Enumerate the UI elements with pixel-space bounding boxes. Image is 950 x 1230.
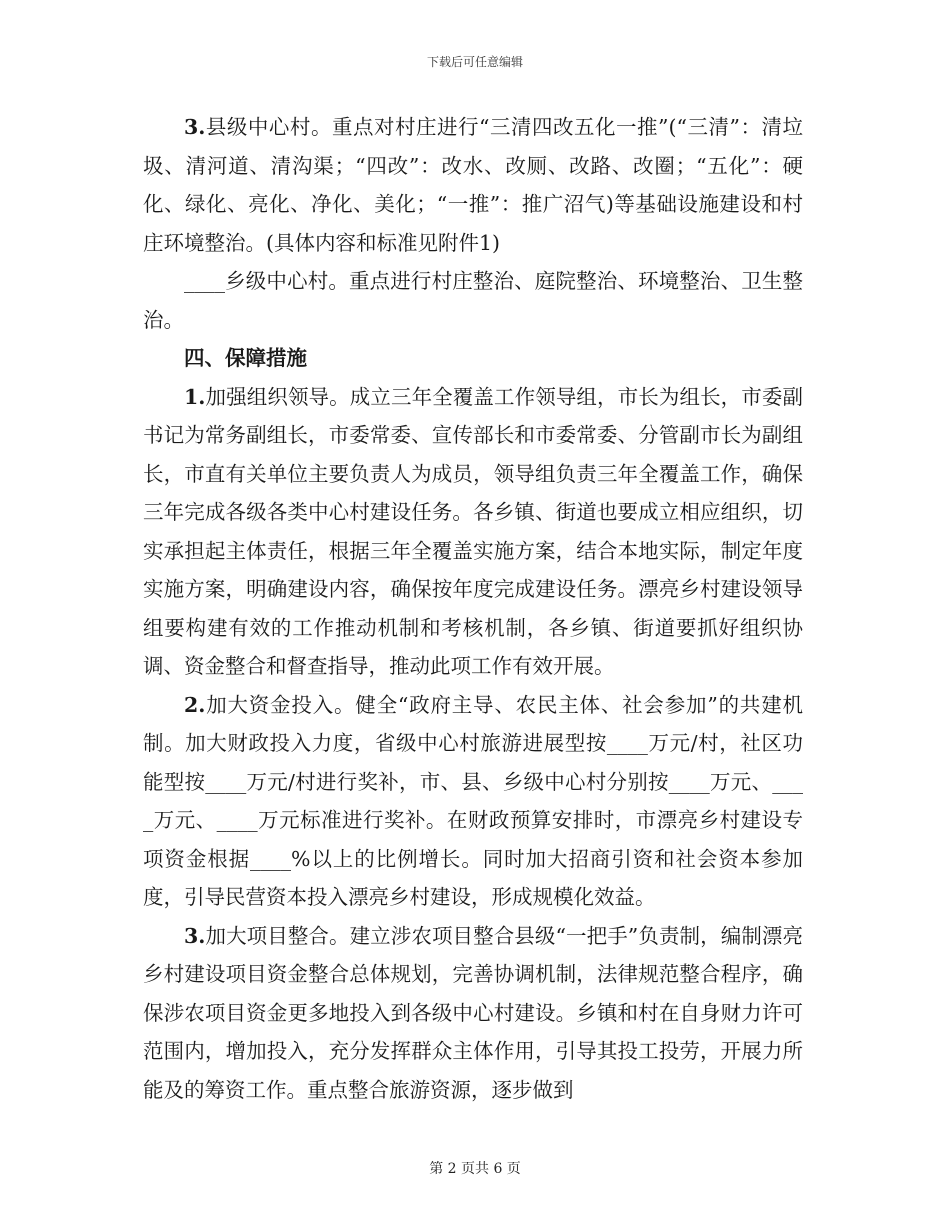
paragraph-text: ____乡级中心村。重点进行村庄整治、庭院整治、环境整治、卫生整治。: [143, 269, 803, 332]
paragraph-county-village: [143, 108, 803, 262]
document-body: [143, 108, 803, 1109]
paragraph-project-integration: [143, 917, 803, 1110]
paragraph-township-village: [143, 262, 803, 339]
paragraph-text: 加强组织领导。成立三年全覆盖工作领导组，市长为组长，市委副书记为常务副组长，市委常委、宣传部长和市委常委、分管副市长为副组长，市直有关单位主要负责人为成员，领导组负责三年全覆盖工作，确保三年完成各级各类中心村建设任务。各乡镇、街道也要成立相应组织，切实承担起主体责任，根据三年全覆盖实施方案，结合本地实际，制定年度实施方案，明确建设内容，确保按年度完成建设任务。漂亮乡村建设领导组要构建有效的工作推动机制和考核机制，各乡镇、街道要抓好组织协调、资金整合和督查指导，推动此项工作有效开展。: [143, 384, 803, 678]
paragraph-text: 县级中心村。重点对村庄进行“三清四改五化一推”(“三清”：清垃圾、清河道、清沟渠；“四改”：改水、改厕、改路、改圈；“五化”：硬化、绿化、亮化、净化、美化；“一推”：推广沼气)等基础设施建设和村庄环境整治。(具体内容和标准见附件1): [143, 115, 803, 255]
header-note: 下载后可任意编辑: [426, 55, 523, 69]
section-heading: 四、保障措施: [184, 346, 307, 370]
paragraph-funding: [143, 686, 803, 917]
paragraph-text: 加大项目整合。建立涉农项目整合县级“一把手”负责制，编制漂亮乡村建设项目资金整合总体规划，完善协调机制，法律规范整合程序，确保涉农项目资金更多地投入到各级中心村建设。乡镇和村在自身财力许可范围内，增加投入，充分发挥群众主体作用，引导其投工投劳，开展力所能及的筹资工作。重点整合旅游资源，逐步做到: [143, 923, 803, 1102]
paragraph-text: 加大资金投入。健全“政府主导、农民主体、社会参加”的共建机制。加大财政投入力度，省级中心村旅游进展型按____万元/村，社区功能型按____万元/村进行奖补，市、县、乡级中心村分别按____万元、____万元、____万元标准进行奖补。在财政预算安排时，市漂亮乡村建设专项资金根据____%以上的比例增长。同时加大招商引资和社会资本参加度，引导民营资本投入漂亮乡村建设，形成规模化效益。: [143, 692, 803, 909]
paragraph-number: 1.: [184, 384, 206, 409]
page-footer: 第 2 页共 6 页: [429, 1161, 521, 1177]
paragraph-number: 2.: [184, 692, 206, 717]
paragraph-number: 3.: [184, 923, 206, 948]
paragraph-organization: [143, 378, 803, 686]
paragraph-number: 3.: [184, 115, 206, 139]
